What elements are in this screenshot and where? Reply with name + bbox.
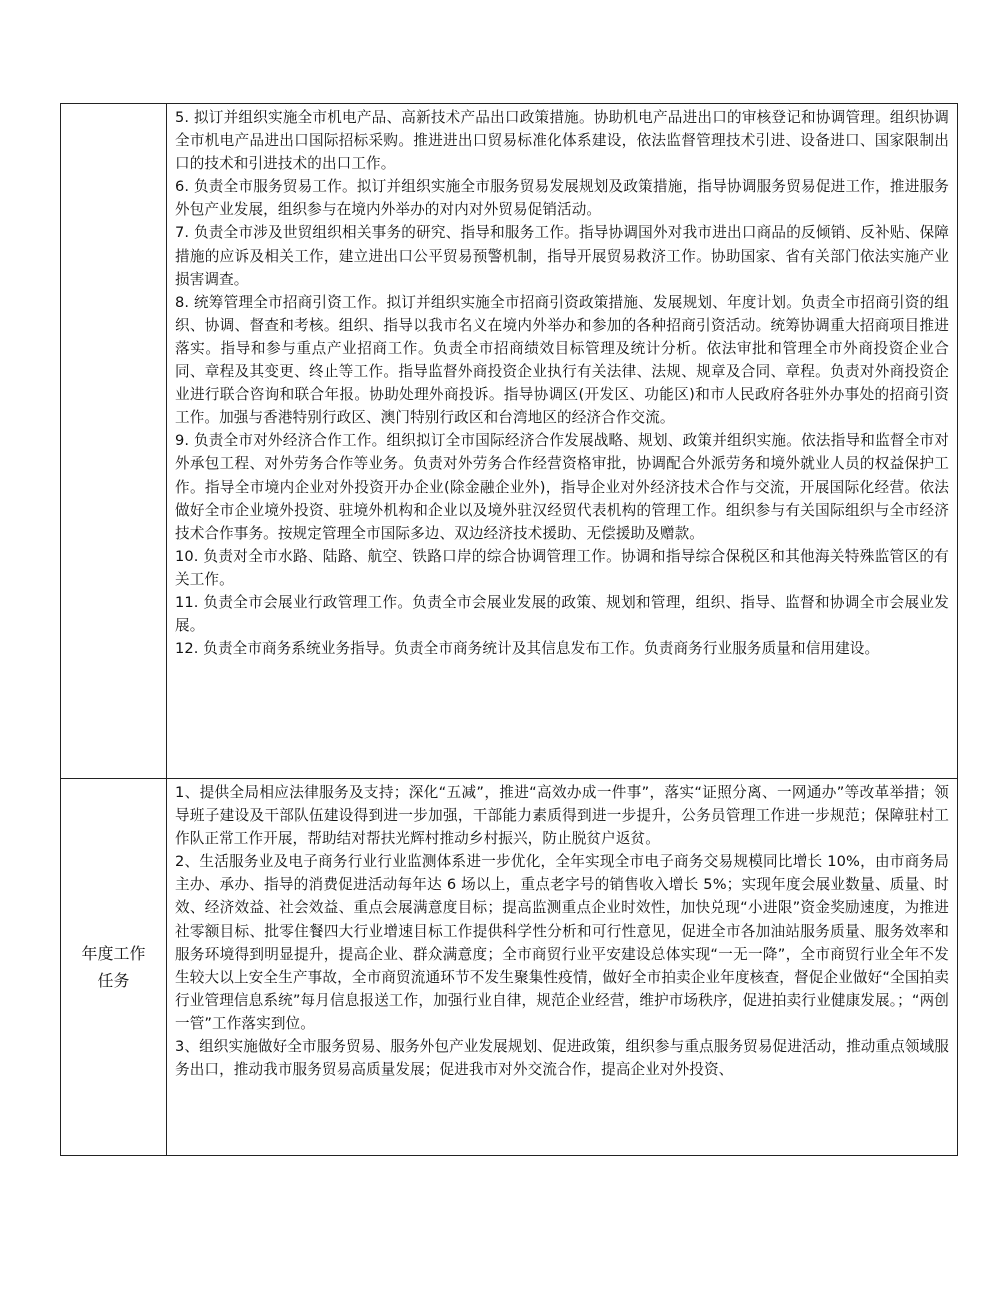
duty-item: 6. 负责全市服务贸易工作。拟订并组织实施全市服务贸易发展规划及政策措施，指导协调服务贸易促进工作，推进服务外包产业发展，组织参与在境内外举办的对内对外贸易促销活动。 <box>175 178 949 219</box>
table-row <box>61 779 958 1156</box>
annual-tasks-label <box>73 940 153 994</box>
duties-content-cell <box>167 104 958 779</box>
task-item: 1、提供全局相应法律服务及支持；深化“五减”，推进“高效办成一件事”，落实“证照分离、一网通办”等改革举措；领导班子建设及干部队伍建设得到进一步加强，干部能力素质得到进一步提升，公务员管理工作进一步规范；保障驻村工作队正常工作开展，帮助结对帮扶光辉村推动乡村振兴，防止脱贫户返贫。 <box>175 784 949 848</box>
annual-tasks-content-cell <box>167 779 958 1156</box>
label-line: 任务 <box>97 971 130 990</box>
duty-item: 5. 拟订并组织实施全市机电产品、高新技术产品出口政策措施。协助机电产品进出口的审核登记和协调管理。组织协调全市机电产品进出口国际招标采购。推进进出口贸易标准化体系建设，依法监督管理技术引进、设备进口、国家限制出口的技术和引进技术的出口工作。 <box>175 109 949 173</box>
annual-tasks-label-cell <box>61 779 167 1156</box>
duty-item: 7. 负责全市涉及世贸组织相关事务的研究、指导和服务工作。指导协调国外对我市进出口商品的反倾销、反补贴、保障措施的应诉及相关工作，建立进出口公平贸易预警机制，指导开展贸易救济工作。协助国家、省有关部门依法实施产业损害调查。 <box>175 224 949 288</box>
task-item: 2、生活服务业及电子商务行业行业监测体系进一步优化，全年实现全市电子商务交易规模同比增长 10%，由市商务局主办、承办、指导的消费促进活动每年达 6 场以上，重点老字号的销售收入增长 5%；实现年度会展业数量、质量、时效、经济效益、社会效益、重点会展满意度目标；提高监测重点企业时效性，加快兑现“小进限”资金奖励速度，为推进社零额目标、批零住餐四大行业增速目标工作提供科学性分析和可行性意见，促进全市各加油站服务质量、服务效率和服务环境得到明显提升，提高企业、群众满意度；全市商贸行业平安建设总体实现“一无一降”，全市商贸行业全年不发生较大以上安全生产事故，全市商贸流通环节不发生聚集性疫情，做好全市拍卖企业年度核查，督促企业做好“全国拍卖行业管理信息系统”每月信息报送工作，加强行业自律，规范企业经营，维护市场秩序，促进拍卖行业健康发展。；“两创一管”工作落实到位。 <box>175 853 949 1032</box>
row-label-cell <box>61 104 167 779</box>
duty-item: 12. 负责全市商务系统业务指导。负责全市商务统计及其信息发布工作。负责商务行业服务质量和信用建设。 <box>175 640 880 658</box>
duty-item: 8. 统筹管理全市招商引资工作。拟订并组织实施全市招商引资政策措施、发展规划、年度计划。负责全市招商引资的组织、协调、督查和考核。组织、指导以我市名义在境内外举办和参加的各种招商引资活动。统筹协调重大招商项目推进落实。指导和参与重点产业招商工作。负责全市招商绩效目标管理及统计分析。依法审批和管理全市外商投资企业合同、章程及其变更、终止等工作。指导监督外商投资企业执行有关法律、法规、规章及合同、章程。负责对外商投资企业进行联合咨询和联合年报。协助处理外商投诉。指导协调区(开发区、功能区)和市人民政府各驻外办事处的招商引资工作。加强与香港特别行政区、澳门特别行政区和台湾地区的经济合作交流。 <box>175 293 949 427</box>
duty-item: 9. 负责全市对外经济合作工作。组织拟订全市国际经济合作发展战略、规划、政策并组织实施。依法指导和监督全市对外承包工程、对外劳务合作等业务。负责对外劳务合作经营资格审批，协调配合外派劳务和境外就业人员的权益保护工作。指导全市境内企业对外投资开办企业(除金融企业外)，指导企业对外经济技术合作与交流，开展国际化经营。依法做好全市企业境外投资、驻境外机构和企业以及境外驻汉经贸代表机构的管理工作。组织参与有关国际组织与全市经济技术合作事务。按规定管理全市国际多边、双边经济技术援助、无偿援助及赠款。 <box>175 432 949 542</box>
duty-item: 10. 负责对全市水路、陆路、航空、铁路口岸的综合协调管理工作。协调和指导综合保税区和其他海关特殊监管区的有关工作。 <box>175 547 949 588</box>
table-row <box>61 104 958 779</box>
duty-item: 11. 负责全市会展业行政管理工作。负责全市会展业发展的政策、规划和管理，组织、指导、监督和协调全市会展业发展。 <box>175 593 949 635</box>
task-item: 3、组织实施做好全市服务贸易、服务外包产业发展规划、促进政策，组织参与重点服务贸易促进活动，推动重点领域服务出口，推动我市服务贸易高质量发展；促进我市对外交流合作，提高企业对外投资、 <box>175 1038 949 1079</box>
duties-table <box>60 103 958 1156</box>
label-line: 年度工作 <box>81 944 146 963</box>
